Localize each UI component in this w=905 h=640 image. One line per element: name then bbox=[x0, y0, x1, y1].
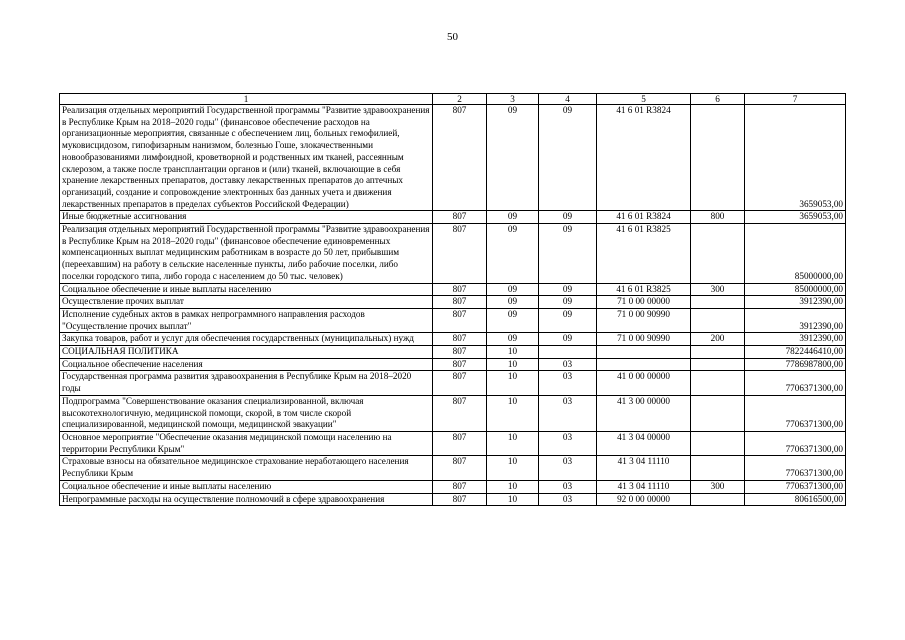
ministry-code-cell: 807 bbox=[433, 480, 487, 493]
target-article-cell: 41 6 01 R3824 bbox=[597, 105, 691, 211]
section-cell: 10 bbox=[487, 456, 539, 480]
section-cell: 10 bbox=[487, 480, 539, 493]
header-cell-7: 7 bbox=[745, 94, 846, 105]
table-row bbox=[60, 431, 846, 455]
amount-cell: 7706371300,00 bbox=[745, 395, 846, 431]
amount-cell: 3912390,00 bbox=[745, 308, 846, 332]
budget-table bbox=[59, 93, 846, 506]
subsection-cell: 09 bbox=[539, 224, 597, 284]
page-number: 50 bbox=[447, 31, 458, 43]
subsection-cell: 09 bbox=[539, 308, 597, 332]
ministry-code-cell: 807 bbox=[433, 493, 487, 506]
header-cell-3: 3 bbox=[487, 94, 539, 105]
ministry-code-cell: 807 bbox=[433, 211, 487, 224]
row-name-cell: Закупка товаров, работ и услуг для обеспечения государственных (муниципальных) нужд bbox=[60, 333, 433, 346]
amount-cell: 80616500,00 bbox=[745, 493, 846, 506]
table-row bbox=[60, 456, 846, 480]
subsection-cell: 03 bbox=[539, 358, 597, 371]
table-row bbox=[60, 371, 846, 395]
row-name-cell: Иные бюджетные ассигнования bbox=[60, 211, 433, 224]
expense-type-cell bbox=[691, 224, 745, 284]
row-name-cell: Исполнение судебных актов в рамках непрограммного направления расходов "Осуществление прочих выплат" bbox=[60, 308, 433, 332]
table-row bbox=[60, 224, 846, 284]
subsection-cell: 09 bbox=[539, 283, 597, 296]
target-article-cell: 41 3 04 11110 bbox=[597, 480, 691, 493]
row-name-cell: Социальное обеспечение населения bbox=[60, 358, 433, 371]
row-name-cell: СОЦИАЛЬНАЯ ПОЛИТИКА bbox=[60, 346, 433, 359]
amount-cell: 7786987800,00 bbox=[745, 358, 846, 371]
expense-type-cell bbox=[691, 371, 745, 395]
table-row bbox=[60, 395, 846, 431]
expense-type-cell: 200 bbox=[691, 333, 745, 346]
row-name-cell: Осуществление прочих выплат bbox=[60, 296, 433, 309]
row-name-cell: Страховые взносы на обязательное медицинское страхование неработающего населения Республики Крым bbox=[60, 456, 433, 480]
expense-type-cell bbox=[691, 308, 745, 332]
subsection-cell: 03 bbox=[539, 493, 597, 506]
table-row bbox=[60, 358, 846, 371]
ministry-code-cell: 807 bbox=[433, 224, 487, 284]
row-name-cell: Социальное обеспечение и иные выплаты населению bbox=[60, 480, 433, 493]
subsection-cell bbox=[539, 346, 597, 359]
expense-type-cell bbox=[691, 105, 745, 211]
header-cell-2: 2 bbox=[433, 94, 487, 105]
target-article-cell: 41 6 01 R3824 bbox=[597, 211, 691, 224]
ministry-code-cell: 807 bbox=[433, 105, 487, 211]
row-name-cell: Реализация отдельных мероприятий Государственной программы "Развитие здравоохранения в Республике Крым на 2018–2020 годы" (финансовое обеспечение единовременных компенсационных выплат медицинским работникам в возрасте до 50 лет, прибывшим (переехавшим) на работу в сельские населенные пункты, либо рабочие поселки, либо поселки городского типа, либо города с населением до 50 тыс. человек) bbox=[60, 224, 433, 284]
amount-cell: 3912390,00 bbox=[745, 333, 846, 346]
subsection-cell: 03 bbox=[539, 431, 597, 455]
table-row bbox=[60, 105, 846, 211]
expense-type-cell bbox=[691, 395, 745, 431]
target-article-cell: 41 3 04 00000 bbox=[597, 431, 691, 455]
section-cell: 10 bbox=[487, 358, 539, 371]
expense-type-cell bbox=[691, 456, 745, 480]
section-cell: 10 bbox=[487, 346, 539, 359]
target-article-cell bbox=[597, 358, 691, 371]
subsection-cell: 03 bbox=[539, 371, 597, 395]
row-name-cell: Социальное обеспечение и иные выплаты населению bbox=[60, 283, 433, 296]
ministry-code-cell: 807 bbox=[433, 296, 487, 309]
subsection-cell: 03 bbox=[539, 456, 597, 480]
amount-cell: 7706371300,00 bbox=[745, 456, 846, 480]
table-header-row bbox=[60, 94, 846, 105]
target-article-cell bbox=[597, 346, 691, 359]
section-cell: 10 bbox=[487, 493, 539, 506]
subsection-cell: 09 bbox=[539, 296, 597, 309]
table-row bbox=[60, 283, 846, 296]
header-cell-6: 6 bbox=[691, 94, 745, 105]
target-article-cell: 41 6 01 R3825 bbox=[597, 283, 691, 296]
section-cell: 10 bbox=[487, 395, 539, 431]
table-row bbox=[60, 296, 846, 309]
expense-type-cell bbox=[691, 296, 745, 309]
ministry-code-cell: 807 bbox=[433, 456, 487, 480]
ministry-code-cell: 807 bbox=[433, 371, 487, 395]
expense-type-cell bbox=[691, 358, 745, 371]
table-row bbox=[60, 333, 846, 346]
table-row bbox=[60, 480, 846, 493]
row-name-cell: Реализация отдельных мероприятий Государственной программы "Развитие здравоохранения в Республике Крым на 2018–2020 годы" (финансовое обеспечение расходов на организационные мероприятия, связанные с обеспечением лиц, больных гемофилией, муковисцидозом, гипофизарным нанизмом, болезнью Гоше, злокачественными новообразованиями лимфоидной, кроветворной и родственных им тканей, рассеянным склерозом, а также после трансплантации органов и (или) тканей, включающие в себя хранение лекарственных препаратов, доставку лекарственных препаратов до аптечных организаций, создание и сопровождение электронных баз данных учета и движения лекарственных препаратов в пределах субъектов Российской Федерации) bbox=[60, 105, 433, 211]
table-row bbox=[60, 308, 846, 332]
row-name-cell: Подпрограмма "Совершенствование оказания специализированной, включая высокотехнологичную, медицинской помощи, скорой, в том числе скорой специализированной, медицинской помощи, медицинской эвакуации" bbox=[60, 395, 433, 431]
section-cell: 10 bbox=[487, 431, 539, 455]
target-article-cell: 71 0 00 90990 bbox=[597, 308, 691, 332]
target-article-cell: 41 3 04 11110 bbox=[597, 456, 691, 480]
amount-cell: 85000000,00 bbox=[745, 224, 846, 284]
table-row bbox=[60, 346, 846, 359]
amount-cell: 3659053,00 bbox=[745, 211, 846, 224]
target-article-cell: 92 0 00 00000 bbox=[597, 493, 691, 506]
ministry-code-cell: 807 bbox=[433, 346, 487, 359]
section-cell: 09 bbox=[487, 333, 539, 346]
ministry-code-cell: 807 bbox=[433, 308, 487, 332]
ministry-code-cell: 807 bbox=[433, 333, 487, 346]
expense-type-cell: 800 bbox=[691, 211, 745, 224]
table-row bbox=[60, 211, 846, 224]
table-row bbox=[60, 493, 846, 506]
ministry-code-cell: 807 bbox=[433, 395, 487, 431]
amount-cell: 85000000,00 bbox=[745, 283, 846, 296]
expense-type-cell bbox=[691, 346, 745, 359]
subsection-cell: 09 bbox=[539, 105, 597, 211]
amount-cell: 3659053,00 bbox=[745, 105, 846, 211]
section-cell: 09 bbox=[487, 224, 539, 284]
target-article-cell: 41 3 00 00000 bbox=[597, 395, 691, 431]
header-cell-5: 5 bbox=[597, 94, 691, 105]
expense-type-cell: 300 bbox=[691, 283, 745, 296]
section-cell: 09 bbox=[487, 308, 539, 332]
section-cell: 09 bbox=[487, 105, 539, 211]
expense-type-cell bbox=[691, 431, 745, 455]
target-article-cell: 71 0 00 90990 bbox=[597, 333, 691, 346]
target-article-cell: 71 0 00 00000 bbox=[597, 296, 691, 309]
target-article-cell: 41 6 01 R3825 bbox=[597, 224, 691, 284]
row-name-cell: Государственная программа развития здравоохранения в Республике Крым на 2018–2020 годы bbox=[60, 371, 433, 395]
section-cell: 09 bbox=[487, 283, 539, 296]
row-name-cell: Непрограммные расходы на осуществление полномочий в сфере здравоохранения bbox=[60, 493, 433, 506]
subsection-cell: 03 bbox=[539, 395, 597, 431]
amount-cell: 7706371300,00 bbox=[745, 371, 846, 395]
amount-cell: 7822446410,00 bbox=[745, 346, 846, 359]
amount-cell: 7706371300,00 bbox=[745, 431, 846, 455]
section-cell: 10 bbox=[487, 371, 539, 395]
header-cell-1: 1 bbox=[60, 94, 433, 105]
subsection-cell: 09 bbox=[539, 333, 597, 346]
subsection-cell: 09 bbox=[539, 211, 597, 224]
amount-cell: 7706371300,00 bbox=[745, 480, 846, 493]
target-article-cell: 41 0 00 00000 bbox=[597, 371, 691, 395]
amount-cell: 3912390,00 bbox=[745, 296, 846, 309]
subsection-cell: 03 bbox=[539, 480, 597, 493]
ministry-code-cell: 807 bbox=[433, 358, 487, 371]
header-cell-4: 4 bbox=[539, 94, 597, 105]
row-name-cell: Основное мероприятие "Обеспечение оказания медицинской помощи населению на территории Республики Крым" bbox=[60, 431, 433, 455]
ministry-code-cell: 807 bbox=[433, 431, 487, 455]
ministry-code-cell: 807 bbox=[433, 283, 487, 296]
section-cell: 09 bbox=[487, 296, 539, 309]
expense-type-cell bbox=[691, 493, 745, 506]
expense-type-cell: 300 bbox=[691, 480, 745, 493]
table-body bbox=[60, 94, 846, 506]
section-cell: 09 bbox=[487, 211, 539, 224]
